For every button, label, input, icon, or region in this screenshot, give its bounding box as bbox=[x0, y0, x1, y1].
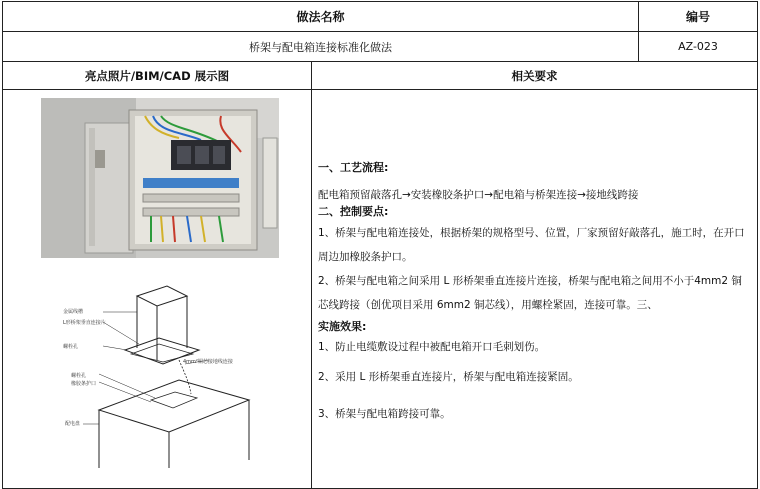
requirements-cell bbox=[312, 90, 758, 489]
section-process-title: 一、工艺流程: bbox=[318, 161, 389, 175]
control-point-1: 1、桥架与配电箱连接处，根据桥架的规格型号、位置，厂家预留好敲落孔，施工时，在开口周边加橡胶条护口。 bbox=[318, 227, 745, 264]
section-control-title: 二、控制要点: bbox=[318, 205, 389, 219]
illustration-cell bbox=[3, 90, 312, 489]
number-label-header: 编号 bbox=[639, 2, 758, 32]
distribution-box-photo bbox=[41, 98, 279, 258]
label-ground-wire: 4mm²铜芯接地线连接 bbox=[183, 359, 233, 365]
label-rubber-grommet: 橡胶条护口 bbox=[71, 381, 97, 387]
left-column-header: 亮点照片/BIM/CAD 展示图 bbox=[3, 62, 312, 90]
practice-code: AZ-023 bbox=[639, 32, 758, 62]
practice-name: 桥架与配电箱连接标准化做法 bbox=[3, 32, 639, 62]
label-tray-joint: L形桥架垂直连接片 bbox=[63, 320, 106, 326]
section-effect-title: 实施效果: bbox=[318, 319, 367, 333]
section-process-text: 配电箱预留敲落孔→安装橡胶条护口→配电箱与桥架连接→接地线跨接 bbox=[318, 188, 639, 201]
right-column-header: 相关要求 bbox=[312, 62, 758, 90]
cad-connection-drawing bbox=[59, 282, 259, 472]
title-label-header: 做法名称 bbox=[3, 2, 639, 32]
practice-table bbox=[2, 1, 758, 489]
label-metal-tray: 金属线槽 bbox=[63, 309, 84, 315]
label-distribution-box: 配电盘 bbox=[65, 421, 81, 427]
effect-point-2: 2、采用 L 形桥架垂直连接片，桥架与配电箱连接紧固。 bbox=[318, 371, 579, 384]
label-bolt-hole: 螺栓孔 bbox=[71, 373, 87, 379]
control-point-2: 2、桥架与配电箱之间采用 L 形桥架垂直连接片连接，桥架与配电箱之间用不小于4mm2 铜芯线跨接（创优项目采用 6mm2 铜芯线），用螺栓紧固，连接可靠。三、 bbox=[318, 275, 742, 312]
effect-point-3: 3、桥架与配电箱跨接可靠。 bbox=[318, 408, 451, 421]
effect-point-1: 1、防止电缆敷设过程中被配电箱开口毛刺划伤。 bbox=[318, 341, 546, 354]
label-bolt: 螺栓孔 bbox=[63, 344, 79, 350]
